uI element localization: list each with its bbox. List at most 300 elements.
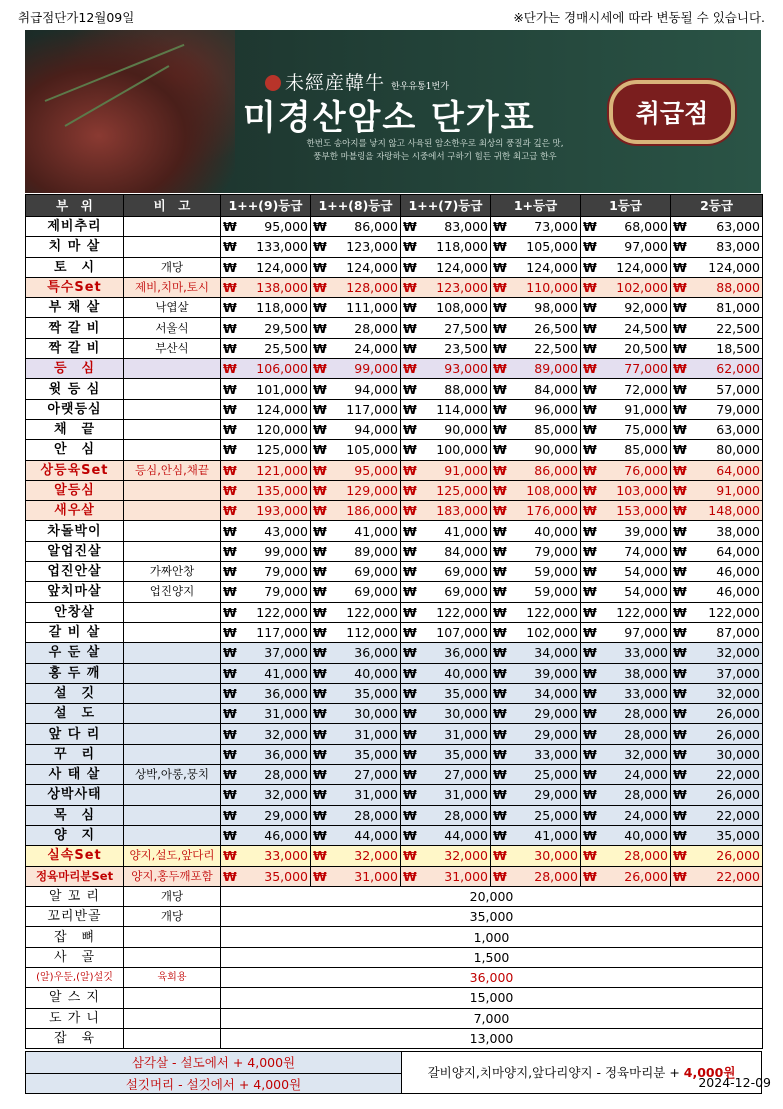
table-row xyxy=(26,643,763,663)
price-amount: 24,000 xyxy=(624,807,668,823)
price-cell xyxy=(311,359,401,379)
price-amount: 29,500 xyxy=(264,320,308,336)
part-note: 부산식 xyxy=(124,338,221,358)
price-cell xyxy=(311,602,401,622)
won-sign: ₩ xyxy=(673,787,687,803)
price-amount: 29,000 xyxy=(534,726,578,742)
won-sign: ₩ xyxy=(673,523,687,539)
price-amount: 34,000 xyxy=(534,685,578,701)
flat-price-row xyxy=(26,988,763,1008)
table-row xyxy=(26,379,763,399)
won-sign: ₩ xyxy=(583,340,597,356)
price-cell xyxy=(401,460,491,480)
price-cell xyxy=(311,419,401,439)
price-amount: 84,000 xyxy=(444,543,488,559)
price-cell xyxy=(221,480,311,500)
flat-price-row xyxy=(26,927,763,947)
price-amount: 138,000 xyxy=(256,280,308,296)
price-cell xyxy=(221,765,311,785)
price-amount: 193,000 xyxy=(256,503,308,519)
price-cell xyxy=(221,277,311,297)
part-name: 토 시 xyxy=(26,257,124,277)
price-amount: 35,000 xyxy=(444,746,488,762)
price-cell xyxy=(581,359,671,379)
part-name: 안창살 xyxy=(26,602,124,622)
price-cell xyxy=(221,460,311,480)
won-sign: ₩ xyxy=(583,381,597,397)
won-sign: ₩ xyxy=(313,787,327,803)
won-sign: ₩ xyxy=(673,807,687,823)
won-sign: ₩ xyxy=(313,442,327,458)
price-amount: 75,000 xyxy=(624,422,668,438)
price-cell xyxy=(311,541,401,561)
price-amount: 97,000 xyxy=(624,625,668,641)
brand-name: 未經産韓牛 xyxy=(285,72,386,94)
part-name: 상등육Set xyxy=(26,460,124,480)
price-cell xyxy=(671,501,763,521)
column-header: 부 위 xyxy=(26,195,124,217)
price-cell xyxy=(581,217,671,237)
price-amount: 103,000 xyxy=(616,483,668,498)
table-row xyxy=(26,460,763,480)
price-cell xyxy=(491,460,581,480)
price-cell xyxy=(311,663,401,683)
price-amount: 89,000 xyxy=(534,361,578,377)
price-cell xyxy=(671,582,763,602)
table-row xyxy=(26,359,763,379)
price-amount: 26,000 xyxy=(624,868,668,884)
price-amount: 23,500 xyxy=(444,340,488,356)
price-cell xyxy=(311,217,401,237)
tagline-line-2: 풍부한 마블링을 자랑하는 시중에서 구하기 힘든 귀한 최고급 한우 xyxy=(313,152,557,162)
price-amount: 38,000 xyxy=(716,523,760,539)
price-cell xyxy=(581,846,671,866)
price-cell xyxy=(221,217,311,237)
won-sign: ₩ xyxy=(493,543,507,559)
won-sign: ₩ xyxy=(403,828,417,844)
won-sign: ₩ xyxy=(223,422,237,438)
won-sign: ₩ xyxy=(313,767,327,783)
won-sign: ₩ xyxy=(673,483,687,498)
part-name: 특수Set xyxy=(26,277,124,297)
won-sign: ₩ xyxy=(403,685,417,701)
table-row xyxy=(26,237,763,257)
part-name: 치 마 살 xyxy=(26,237,124,257)
won-sign: ₩ xyxy=(493,280,507,296)
price-cell xyxy=(581,724,671,744)
print-date: 2024-12-09 xyxy=(698,1075,771,1090)
price-amount: 87,000 xyxy=(716,625,760,641)
flat-price-row xyxy=(26,947,763,967)
price-amount: 29,000 xyxy=(534,787,578,803)
price-cell xyxy=(221,785,311,805)
part-note xyxy=(124,541,221,561)
price-cell xyxy=(491,541,581,561)
price-cell xyxy=(401,480,491,500)
price-cell xyxy=(491,318,581,338)
won-sign: ₩ xyxy=(223,401,237,417)
price-cell xyxy=(671,846,763,866)
won-sign: ₩ xyxy=(223,381,237,397)
won-sign: ₩ xyxy=(673,442,687,458)
price-cell xyxy=(671,460,763,480)
won-sign: ₩ xyxy=(313,523,327,539)
won-sign: ₩ xyxy=(583,401,597,417)
won-sign: ₩ xyxy=(313,219,327,235)
price-cell xyxy=(491,277,581,297)
part-note xyxy=(124,805,221,825)
flat-price-row xyxy=(26,886,763,906)
price-amount: 28,000 xyxy=(534,868,578,884)
price-amount: 41,000 xyxy=(444,523,488,539)
won-sign: ₩ xyxy=(223,706,237,722)
part-name: 양 지 xyxy=(26,825,124,845)
price-amount: 35,000 xyxy=(354,685,398,701)
won-sign: ₩ xyxy=(493,239,507,255)
price-cell xyxy=(401,419,491,439)
part-name: 알 꼬 리 xyxy=(26,886,124,906)
won-sign: ₩ xyxy=(493,259,507,275)
table-row xyxy=(26,399,763,419)
part-name: 사 골 xyxy=(26,947,124,967)
price-amount: 92,000 xyxy=(624,300,668,316)
price-cell xyxy=(401,622,491,642)
price-cell xyxy=(491,582,581,602)
price-amount: 124,000 xyxy=(708,259,760,275)
price-cell xyxy=(311,744,401,764)
price-amount: 22,000 xyxy=(716,807,760,823)
won-sign: ₩ xyxy=(403,219,417,235)
price-amount: 91,000 xyxy=(624,401,668,417)
price-amount: 29,000 xyxy=(534,706,578,722)
dealer-badge: 취급점 xyxy=(609,80,735,144)
won-sign: ₩ xyxy=(313,848,327,864)
won-sign: ₩ xyxy=(223,767,237,783)
price-amount: 89,000 xyxy=(354,543,398,559)
won-sign: ₩ xyxy=(403,787,417,803)
won-sign: ₩ xyxy=(673,726,687,742)
won-sign: ₩ xyxy=(583,300,597,316)
won-sign: ₩ xyxy=(223,746,237,762)
price-amount: 64,000 xyxy=(716,543,760,559)
price-amount: 39,000 xyxy=(624,523,668,539)
price-cell xyxy=(491,237,581,257)
won-sign: ₩ xyxy=(673,685,687,701)
price-cell xyxy=(581,521,671,541)
price-cell xyxy=(671,419,763,439)
price-amount: 83,000 xyxy=(716,239,760,255)
price-cell xyxy=(671,541,763,561)
price-amount: 111,000 xyxy=(346,300,398,316)
column-header: 1+등급 xyxy=(491,195,581,217)
part-note xyxy=(124,927,221,947)
won-sign: ₩ xyxy=(673,604,687,620)
price-cell xyxy=(671,724,763,744)
price-amount: 63,000 xyxy=(716,422,760,438)
won-sign: ₩ xyxy=(493,604,507,620)
part-note xyxy=(124,237,221,257)
price-cell xyxy=(221,724,311,744)
won-sign: ₩ xyxy=(403,543,417,559)
price-cell xyxy=(221,602,311,622)
flat-price: 15,000 xyxy=(221,988,763,1008)
price-amount: 32,000 xyxy=(264,726,308,742)
won-sign: ₩ xyxy=(403,381,417,397)
won-sign: ₩ xyxy=(583,361,597,377)
price-amount: 133,000 xyxy=(256,239,308,255)
price-cell xyxy=(491,683,581,703)
footer-note-1: 삼각살 - 설도에서 + 4,000원 xyxy=(26,1052,401,1074)
won-sign: ₩ xyxy=(583,787,597,803)
price-cell xyxy=(401,359,491,379)
part-note: 개당 xyxy=(124,907,221,927)
part-note: 상박,아롱,뭉치 xyxy=(124,765,221,785)
price-cell xyxy=(401,399,491,419)
price-amount: 121,000 xyxy=(256,462,308,478)
price-amount: 28,000 xyxy=(624,787,668,803)
price-disclaimer: ※단가는 경매시세에 따라 변동될 수 있습니다. xyxy=(513,10,765,25)
price-amount: 73,000 xyxy=(534,219,578,235)
price-amount: 88,000 xyxy=(716,280,760,296)
part-name: 알 스 지 xyxy=(26,988,124,1008)
table-row xyxy=(26,825,763,845)
banner xyxy=(25,30,761,193)
price-cell xyxy=(311,582,401,602)
won-sign: ₩ xyxy=(403,746,417,762)
price-amount: 74,000 xyxy=(624,543,668,559)
price-amount: 30,000 xyxy=(534,848,578,864)
won-sign: ₩ xyxy=(403,401,417,417)
won-sign: ₩ xyxy=(673,767,687,783)
price-cell xyxy=(401,379,491,399)
table-row xyxy=(26,683,763,703)
price-amount: 39,000 xyxy=(534,665,578,681)
won-sign: ₩ xyxy=(223,483,237,498)
price-cell xyxy=(491,562,581,582)
part-note xyxy=(124,521,221,541)
won-sign: ₩ xyxy=(673,259,687,275)
won-sign: ₩ xyxy=(403,422,417,438)
won-sign: ₩ xyxy=(403,726,417,742)
flat-price: 36,000 xyxy=(221,967,763,987)
price-cell xyxy=(491,602,581,622)
price-cell xyxy=(671,379,763,399)
won-sign: ₩ xyxy=(313,807,327,823)
table-row xyxy=(26,785,763,805)
won-sign: ₩ xyxy=(313,746,327,762)
won-sign: ₩ xyxy=(583,726,597,742)
part-name: 등 심 xyxy=(26,359,124,379)
price-cell xyxy=(671,338,763,358)
price-amount: 28,000 xyxy=(264,767,308,783)
won-sign: ₩ xyxy=(313,564,327,580)
price-amount: 36,000 xyxy=(354,645,398,661)
part-name: 앞 다 리 xyxy=(26,724,124,744)
price-amount: 69,000 xyxy=(444,564,488,580)
part-note xyxy=(124,480,221,500)
table-row xyxy=(26,663,763,683)
price-cell xyxy=(401,440,491,460)
part-note: 제비,치마,토시 xyxy=(124,277,221,297)
price-cell xyxy=(221,846,311,866)
won-sign: ₩ xyxy=(673,868,687,884)
footer-note-3-text: 갈비양지,치마양지,앞다리양지 - 정육마리분 + xyxy=(427,1065,684,1080)
price-amount: 40,000 xyxy=(534,523,578,539)
price-cell xyxy=(491,805,581,825)
price-amount: 135,000 xyxy=(256,483,308,498)
won-sign: ₩ xyxy=(403,340,417,356)
won-sign: ₩ xyxy=(493,584,507,600)
brand-sub: 한우유통1번가 xyxy=(391,82,449,92)
price-cell xyxy=(491,440,581,460)
won-sign: ₩ xyxy=(313,381,327,397)
price-cell xyxy=(311,338,401,358)
price-amount: 124,000 xyxy=(346,259,398,275)
won-sign: ₩ xyxy=(223,848,237,864)
won-sign: ₩ xyxy=(673,564,687,580)
price-amount: 83,000 xyxy=(444,219,488,235)
price-cell xyxy=(311,765,401,785)
price-cell xyxy=(221,663,311,683)
won-sign: ₩ xyxy=(493,219,507,235)
price-cell xyxy=(221,237,311,257)
won-sign: ₩ xyxy=(673,361,687,377)
won-sign: ₩ xyxy=(313,828,327,844)
price-cell xyxy=(311,237,401,257)
price-cell xyxy=(221,257,311,277)
part-name: 갈 비 살 xyxy=(26,622,124,642)
price-cell xyxy=(671,217,763,237)
price-amount: 124,000 xyxy=(526,259,578,275)
part-name: 설 깃 xyxy=(26,683,124,703)
part-note xyxy=(124,744,221,764)
price-cell xyxy=(671,825,763,845)
won-sign: ₩ xyxy=(583,543,597,559)
won-sign: ₩ xyxy=(403,604,417,620)
price-amount: 97,000 xyxy=(624,239,668,255)
won-sign: ₩ xyxy=(313,604,327,620)
price-amount: 59,000 xyxy=(534,584,578,600)
won-sign: ₩ xyxy=(583,320,597,336)
price-amount: 44,000 xyxy=(444,828,488,844)
price-cell xyxy=(311,318,401,338)
price-amount: 22,500 xyxy=(716,320,760,336)
won-sign: ₩ xyxy=(313,361,327,377)
price-cell xyxy=(491,298,581,318)
price-cell xyxy=(311,622,401,642)
price-amount: 86,000 xyxy=(534,462,578,478)
price-cell xyxy=(671,683,763,703)
price-amount: 40,000 xyxy=(354,665,398,681)
price-amount: 35,000 xyxy=(354,746,398,762)
won-sign: ₩ xyxy=(313,645,327,661)
price-cell xyxy=(491,724,581,744)
price-cell xyxy=(581,805,671,825)
price-cell xyxy=(581,318,671,338)
price-amount: 93,000 xyxy=(444,361,488,377)
won-sign: ₩ xyxy=(403,706,417,722)
won-sign: ₩ xyxy=(583,564,597,580)
won-sign: ₩ xyxy=(223,462,237,478)
won-sign: ₩ xyxy=(493,340,507,356)
column-header: 1++(7)등급 xyxy=(401,195,491,217)
won-sign: ₩ xyxy=(223,604,237,620)
price-cell xyxy=(311,785,401,805)
price-amount: 28,000 xyxy=(354,807,398,823)
price-cell xyxy=(491,785,581,805)
price-amount: 120,000 xyxy=(256,422,308,438)
price-amount: 99,000 xyxy=(264,543,308,559)
price-cell xyxy=(221,562,311,582)
won-sign: ₩ xyxy=(403,625,417,641)
table-row xyxy=(26,724,763,744)
price-cell xyxy=(311,805,401,825)
price-amount: 79,000 xyxy=(264,584,308,600)
price-amount: 25,000 xyxy=(534,767,578,783)
price-cell xyxy=(401,257,491,277)
price-amount: 37,000 xyxy=(716,665,760,681)
price-cell xyxy=(491,825,581,845)
price-amount: 28,000 xyxy=(624,848,668,864)
price-cell xyxy=(311,501,401,521)
price-amount: 69,000 xyxy=(354,584,398,600)
won-sign: ₩ xyxy=(493,787,507,803)
price-cell xyxy=(221,744,311,764)
price-cell xyxy=(401,562,491,582)
price-amount: 30,000 xyxy=(444,706,488,722)
price-amount: 153,000 xyxy=(616,503,668,519)
price-cell xyxy=(581,643,671,663)
price-cell xyxy=(491,622,581,642)
price-amount: 183,000 xyxy=(436,503,488,519)
price-cell xyxy=(671,765,763,785)
price-cell xyxy=(671,744,763,764)
won-sign: ₩ xyxy=(223,219,237,235)
price-cell xyxy=(581,765,671,785)
price-amount: 30,000 xyxy=(354,706,398,722)
won-sign: ₩ xyxy=(403,483,417,498)
price-amount: 22,000 xyxy=(716,868,760,884)
price-amount: 62,000 xyxy=(716,361,760,377)
won-sign: ₩ xyxy=(313,726,327,742)
price-cell xyxy=(581,298,671,318)
part-name: 설 도 xyxy=(26,704,124,724)
won-sign: ₩ xyxy=(403,300,417,316)
part-name: 잡 뼈 xyxy=(26,927,124,947)
price-cell xyxy=(401,338,491,358)
price-cell xyxy=(311,440,401,460)
tagline xyxy=(285,138,585,164)
won-sign: ₩ xyxy=(493,523,507,539)
column-header: 2등급 xyxy=(671,195,763,217)
price-cell xyxy=(581,480,671,500)
price-amount: 24,500 xyxy=(624,320,668,336)
price-cell xyxy=(581,582,671,602)
table-row xyxy=(26,480,763,500)
price-cell xyxy=(581,663,671,683)
price-amount: 102,000 xyxy=(526,625,578,641)
price-amount: 122,000 xyxy=(616,604,668,620)
part-name: 업진안살 xyxy=(26,562,124,582)
price-cell xyxy=(221,501,311,521)
price-amount: 22,500 xyxy=(534,340,578,356)
won-sign: ₩ xyxy=(583,483,597,498)
won-sign: ₩ xyxy=(223,868,237,884)
won-sign: ₩ xyxy=(223,503,237,519)
price-cell xyxy=(671,359,763,379)
part-note xyxy=(124,1008,221,1028)
part-note xyxy=(124,217,221,237)
